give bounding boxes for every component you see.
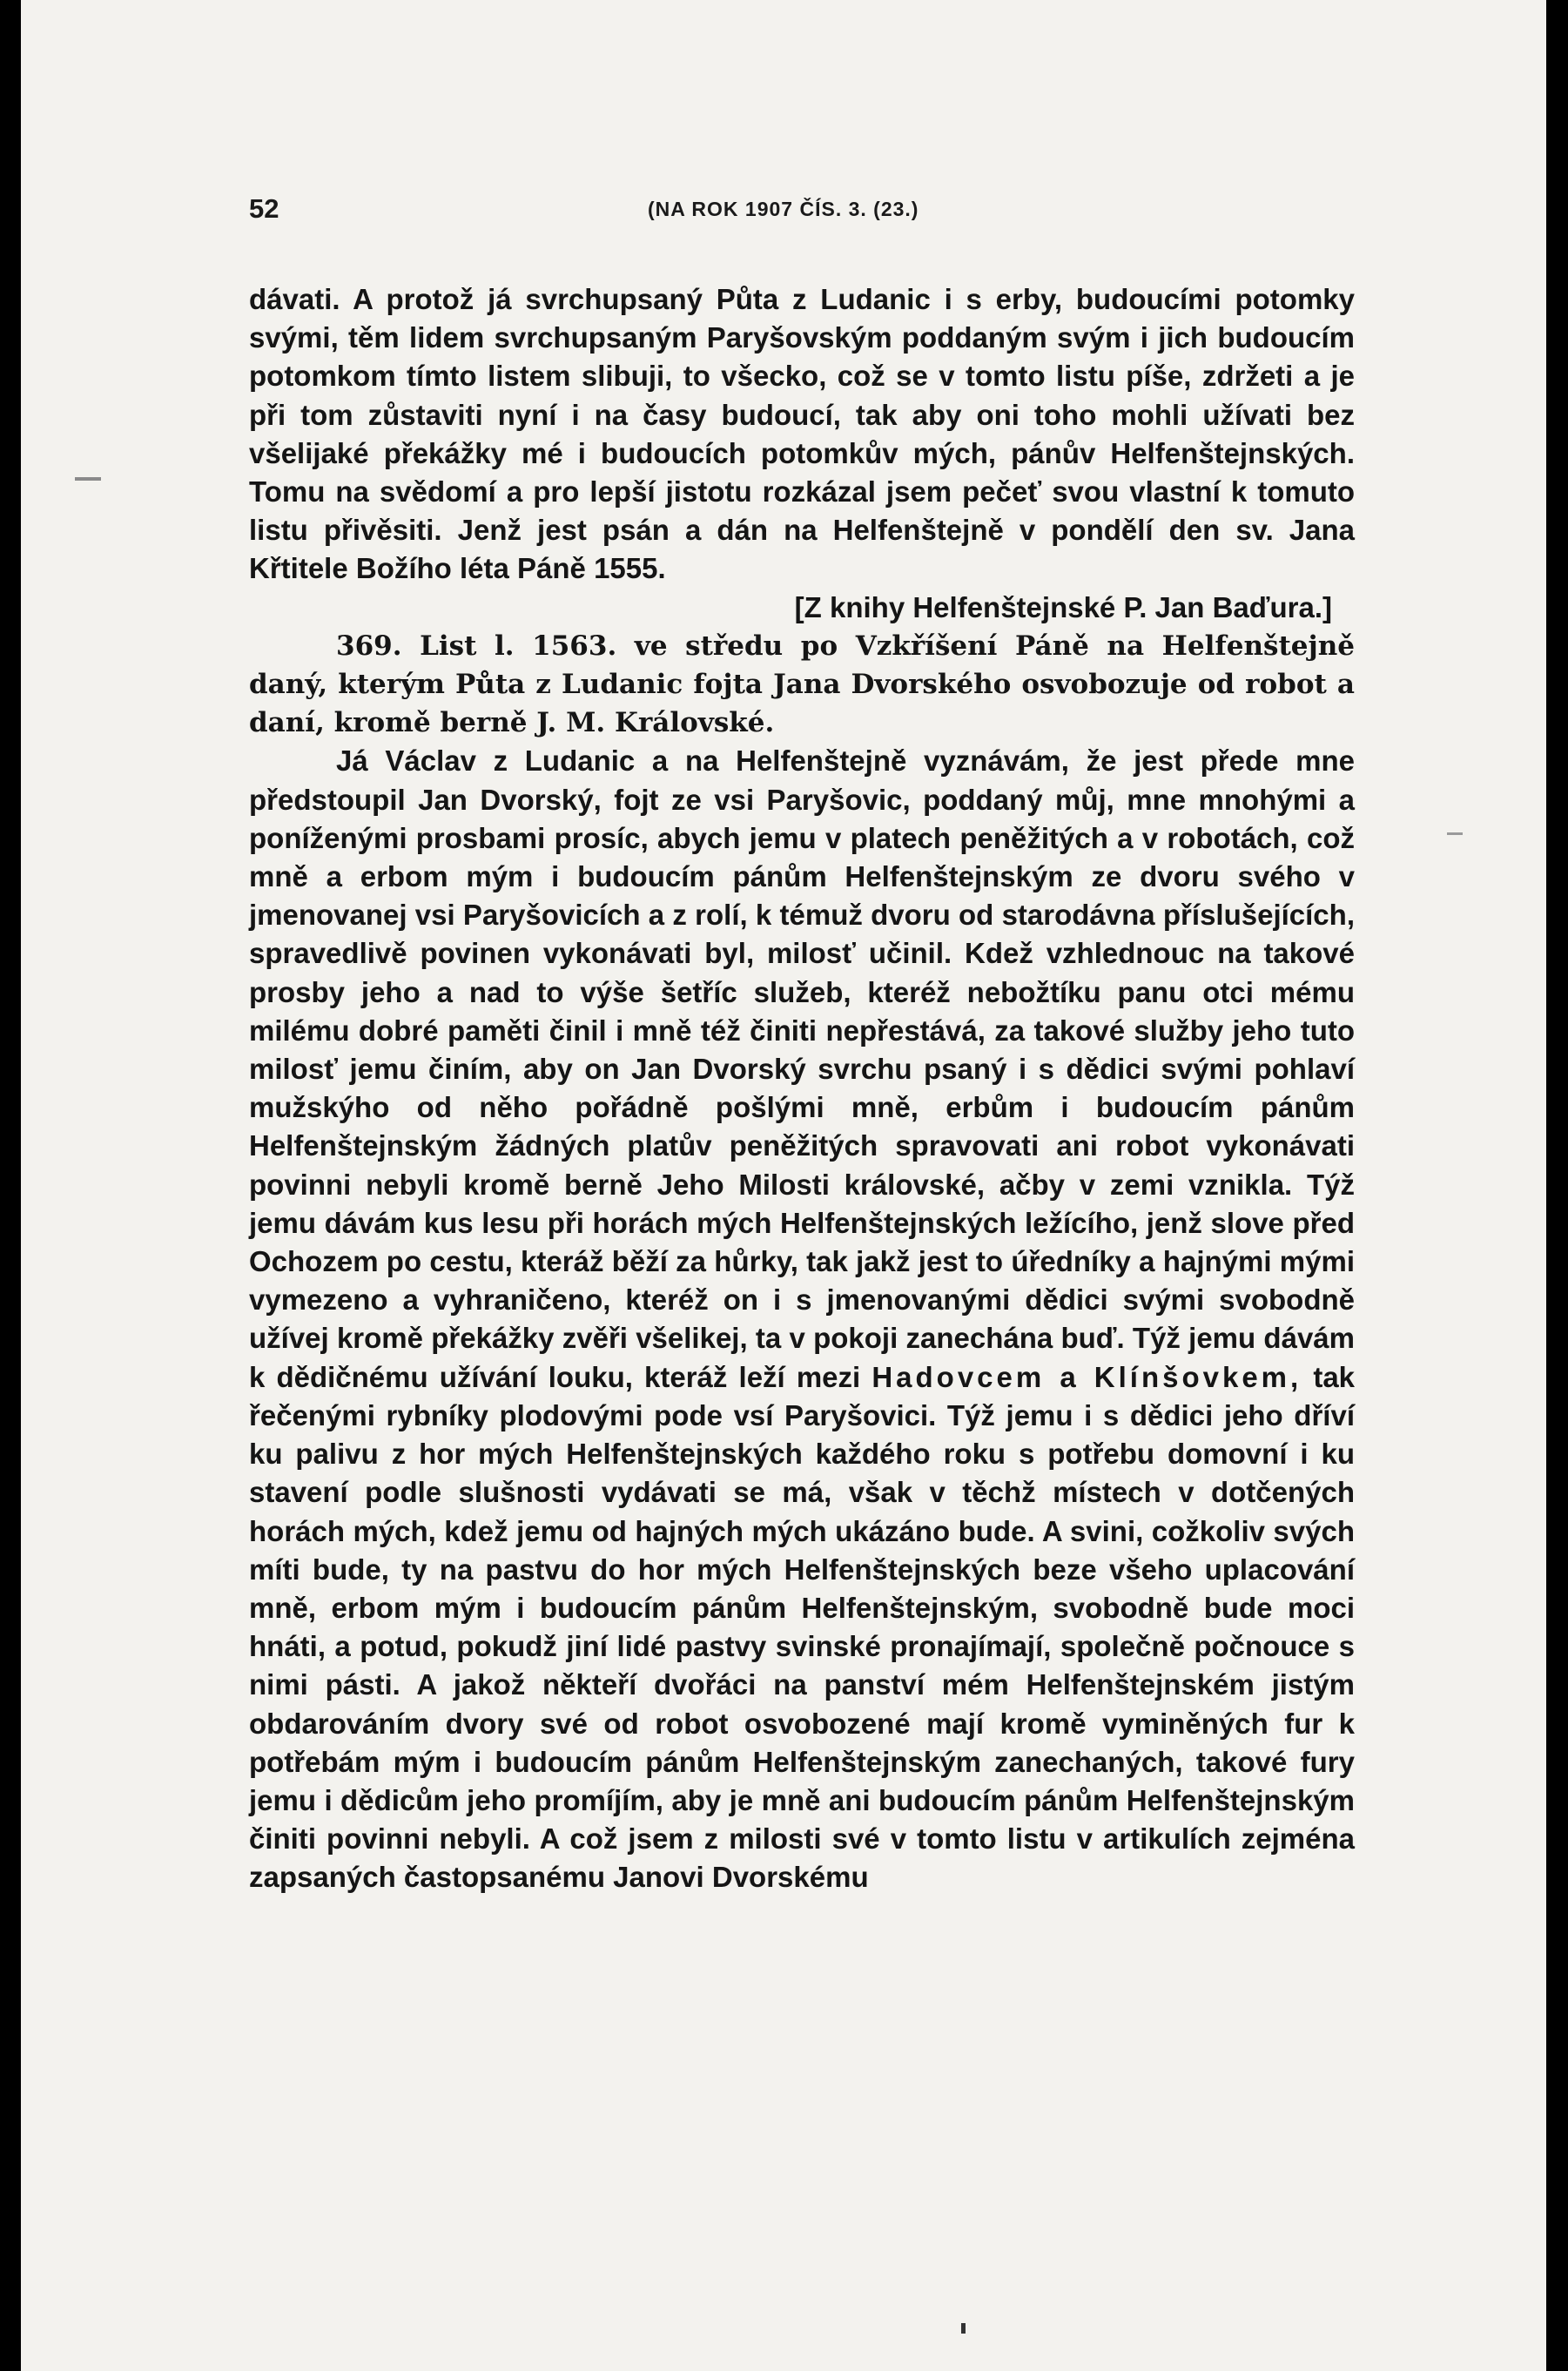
paragraph: dávati. A protož já svrchupsaný Půta z Ludanic i s erby, budoucími potomky svými, těm lidem svrchupsaným Paryšovským poddaným svým i jich budoucím potomkom tímto listem slibuji, to všecko, což se v tomto listu píše, zdržeti a je při tom zůstaviti nyní i na časy budoucí, tak aby oni toho mohli užívati bez všelijaké překážky mé i budoucích potomkův mých, pánův Helfenštejnských. Tomu na svědomí a pro lepší jistotu rozkázal jsem pečeť svou vlastní k tomuto listu přivěsiti. Jenž jest psán a dán na Helfenštejně v pondělí den sv. Jana Křtitele Božího léta Páně 1555. [249, 283, 1355, 585]
paragraph [249, 742, 1355, 1896]
margin-mark [1447, 832, 1463, 835]
page-header [21, 192, 1546, 226]
paragraph-text: Já Václav z Ludanic a na Helfenštejně vyznávám, že jest přede mne předstoupil Jan Dvorský, fojt ze vsi Paryšovic, poddaný můj, mne mnohými a poníženými prosbami prosíc, abych jemu v platech peněžitých a v robotách, což mně a erbom mým i budoucím pánům Helfenštejnským ze dvoru svého v jmenovanej vsi Paryšovicích a z rolí, k témuž dvoru od starodávna příslušejících, spravedlivě povinen vykonávati byl, milosť učinil. Kdež vzhlednouc na takové prosby jeho a nad to výše šetříc služeb, kteréž nebožtíku panu otci mému milému dobré paměti činil i mně též činiti nepřestává, za takové služby jeho tuto milosť jemu činím, aby on Jan Dvorský svrchu psaný i s dědici svými pohlaví mužskýho od něho pořádně pošlými mně, erbům i budoucím pánům Helfenštejnským žádných platův peněžitých spravovati ani robot vykonávati povinni nebyli kromě berně Jeho Milosti královské, ačby v zemi vznikla. Týž jemu dávám kus lesu při horách mých Helfenštejnských ležícího, jenž slove před Ochozem po cestu, kteráž běží za hůrky, tak jakž jest to úředníky a hajnými mými vymezeno a vyhraničeno, kteréž on i s jmenovanými dědici svými svobodně užívej kromě překážky zvěři všelikej, ta v pokoji zanechána buď. Týž jemu dávám k dědičnému užívání louku, kteráž leží mezi [249, 744, 1355, 1393]
paragraph-text: tak řečenými rybníky plodovými pode vsí Paryšovici. Týž jemu i s dědici jeho dříví ku palivu z hor mých Helfenštejnských každého roku s potřebu domovní i ku stavení podle slušnosti vydávati se má, však v těchž místech v dotčených horách mých, kdež jemu od hajných mých ukázáno bude. A svini, cožkoliv svých míti bude, ty na pastvu do hor mých Helfenštejnských beze všeho uplacování mně, erbom mým i budoucím pánům Helfenštejnským, svobodně bude moci hnáti, a potud, pokudž jiní lidé pastvy svinské pronajímají, společně počnouce s nimi pásti. A jakož někteří dvořáci na panství mém Helfenštejnském jistým obdarováním dvory své od robot osvobozené mají kromě vyminěných fur k potřebám mým i budoucím pánům Helfenštejnským zanechaných, takové fury jemu i dědicům jeho promíjím, aby je mně ani budoucím pánům Helfenštejnským činiti povinni nebyli. A což jsem z milosti své v tomto listu v artikulích zejména zapsaných častopsanému Janovi Dvorskému [249, 1360, 1356, 1894]
print-speck [961, 2323, 966, 2334]
running-head: (NA ROK 1907 ČÍS. 3. (23.) [648, 198, 919, 220]
pond-names: Hadovcem a Klínšovkem, [871, 1360, 1302, 1393]
source-note: [Z knihy Helfenštejnské P. Jan Baďura.] [794, 590, 1332, 623]
document-regest: 369. List l. 1563. ve středu po Vzkříšení Páně na Helfenštejně daný, kterým Půta z Ludanic fojta Jana Dvorského osvobozuje od robot a daní, kromě berně J. M. Královské. [249, 630, 1355, 739]
margin-mark [75, 477, 101, 481]
page-number: 52 [249, 193, 279, 224]
book-page [21, 0, 1546, 2371]
body-text [249, 280, 1355, 1897]
